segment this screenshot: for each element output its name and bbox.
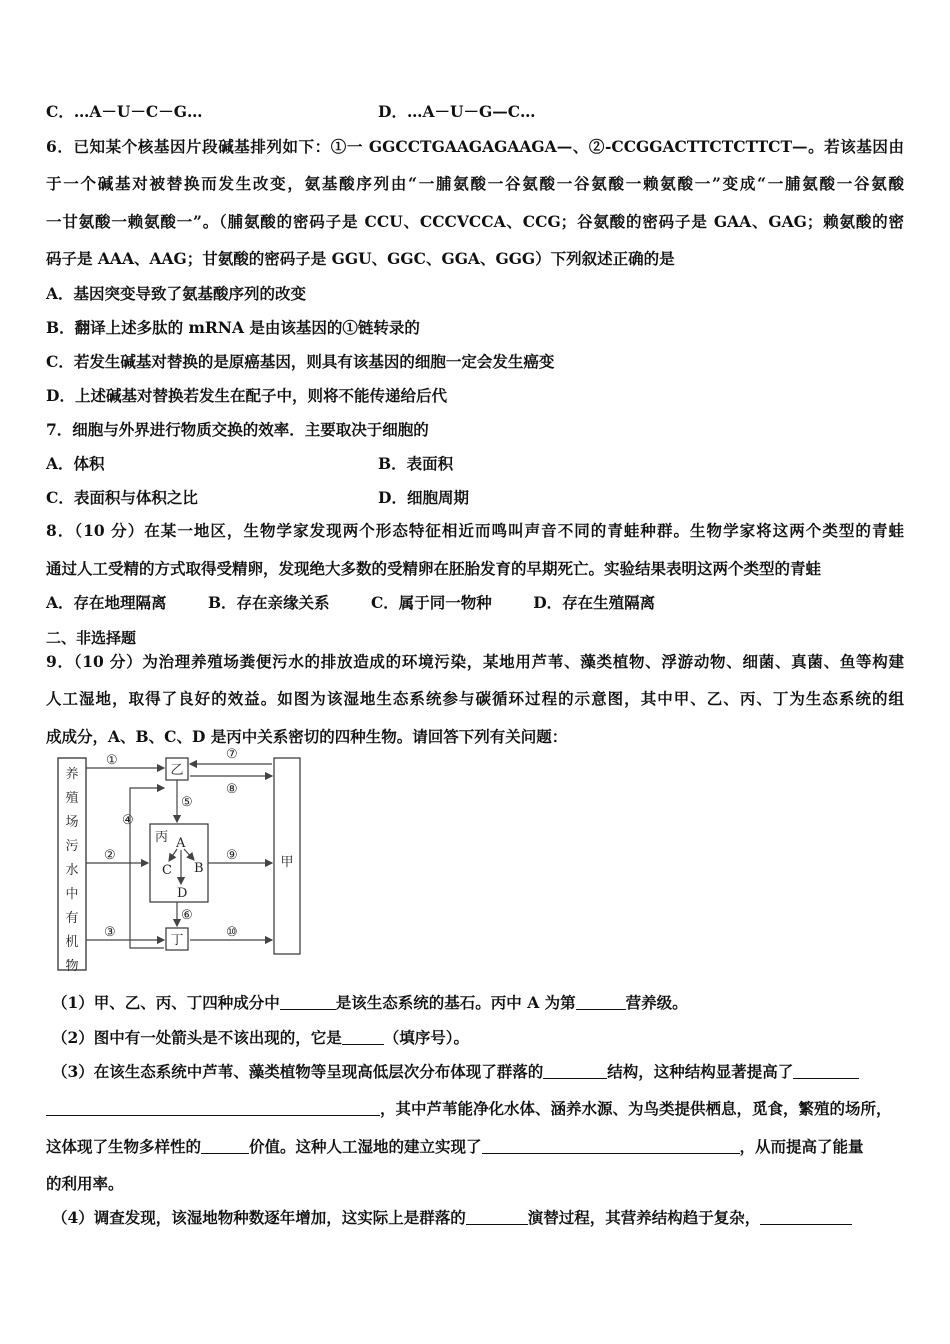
q8-stem-line-2: 通过人工受精的方式取得受精卵，发现绝大多数的受精卵在胚胎发育的早期死亡。实验结果表明这两个类型的青蛙: [46, 559, 822, 578]
q6-stem-line-2: 于一个碱基对被替换而发生改变，氨基酸序列由“一脯氨酸一谷氨酸一谷氨酸一赖氨酸一”变成“一脯氨酸一谷氨酸: [46, 174, 904, 193]
arrow-a-b: [184, 849, 194, 860]
source-label-char: 场: [65, 815, 79, 830]
arrow-label-6: ⑥: [181, 908, 193, 923]
answer-blank[interactable]: [482, 1137, 740, 1154]
q9-sub2: [52, 1028, 469, 1048]
q9-sub1-text-c: 营养级。: [625, 993, 688, 1012]
q7-stem: 7．细胞与外界进行物质交换的效率．主要取决于细胞的: [46, 420, 429, 439]
source-label-char: 中: [65, 887, 79, 902]
q8-options: [46, 593, 691, 613]
q5-option-row: [46, 102, 536, 122]
q7-option-row-1: [46, 454, 454, 474]
carbon-cycle-diagram: [54, 738, 314, 974]
q7-option-c: C．表面积与体积之比: [46, 488, 198, 507]
q7-option-row-2: [46, 488, 469, 508]
q6-option-d: D．上述碱基对替换若发生在配子中，则将不能传递给后代: [46, 386, 447, 405]
source-label-char: 养: [65, 767, 79, 782]
q9-sub1: [52, 993, 688, 1013]
q9-sub4-text-a: （4）调查发现，该湿地物种数逐年增加，这实际上是群落的: [52, 1208, 466, 1227]
q9-sub2-text-b: （填序号）。: [383, 1028, 470, 1047]
answer-blank[interactable]: [576, 993, 626, 1010]
answer-blank[interactable]: [793, 1062, 859, 1079]
q9-sub3-text-e: 价值。这种人工湿地的建立实现了: [249, 1137, 482, 1156]
q9-sub3-text-a: （3）在该生态系统中芦苇、藻类植物等呈现高低层次分布体现了群落的: [52, 1062, 544, 1081]
q8-option-c: C．属于同一物种: [370, 593, 492, 612]
answer-blank[interactable]: [342, 1028, 384, 1045]
q9-sub3-line-4: 的利用率。: [46, 1174, 124, 1193]
q9-sub3-text-f: ，从而提高了能量: [739, 1137, 864, 1156]
answer-blank[interactable]: [280, 993, 336, 1010]
q5-option-d: D．…A－U－G—C…: [378, 102, 536, 121]
q9-stem-line-3: 成成分，A、B、C、D 是丙中关系密切的四种生物。请回答下列有关问题：: [46, 727, 568, 746]
q9-stem-line-2: 人工湿地，取得了良好的效益。如图为该湿地生态系统参与碳循环过程的示意图，其中甲、乙、丙、丁为生态系统的组: [46, 689, 904, 708]
q5-option-c: C．…A－U－C－G…: [46, 102, 203, 121]
answer-blank[interactable]: [46, 1099, 380, 1116]
q9-sub3-text-b: 结构，这种结构显著提高了: [607, 1062, 794, 1081]
answer-blank[interactable]: [466, 1208, 528, 1225]
answer-blank[interactable]: [760, 1208, 852, 1225]
q9-sub3-line-1: [52, 1062, 859, 1082]
q8-stem-line-1: 8．（10 分）在某一地区，生物学家发现两个形态特征相近而鸣叫声音不同的青蛙种群。生物学家将这两个类型的青蛙: [46, 521, 904, 540]
q6-option-a: A．基因突变导致了氨基酸序列的改变: [46, 284, 307, 303]
q9-sub3-line-3: [46, 1137, 864, 1157]
q6-stem-line-3: 一甘氨酸一赖氨酸一”。（脯氨酸的密码子是 CCU、CCCVCCA、CCG；谷氨酸的密码子是 GAA、GAG；赖氨酸的密: [46, 212, 904, 231]
arrow-label-2: ②: [104, 848, 116, 863]
q9-sub3-text-d: 这体现了生物多样性的: [46, 1137, 202, 1156]
q8-option-b: B．存在亲缘关系: [207, 593, 330, 612]
arrow-4: [130, 788, 164, 948]
arrow-label-5: ⑤: [181, 795, 193, 810]
answer-blank[interactable]: [543, 1062, 607, 1079]
q7-option-b: B．表面积: [378, 454, 454, 473]
organism-d: D: [177, 886, 188, 901]
q9-stem-line-1: 9．（10 分）为治理养殖场粪便污水的排放造成的环境污染，某地用芦苇、藻类植物、浮游动物、细菌、真菌、鱼等构建: [46, 652, 904, 671]
source-label-char: 污: [65, 839, 79, 854]
bing-label: 丙: [155, 830, 169, 845]
arrow-label-8: ⑧: [226, 782, 238, 797]
source-label-char: 机: [65, 935, 79, 950]
source-label: [65, 767, 78, 974]
source-label-char: 有: [65, 911, 79, 926]
q9-sub4-text-b: 演替过程，其营养结构趋于复杂，: [527, 1208, 761, 1227]
q7-option-d: D．细胞周期: [378, 488, 469, 507]
arrow-label-7: ⑦: [226, 747, 238, 762]
q9-sub1-text-a: （1）甲、乙、丙、丁四种成分中: [52, 993, 280, 1012]
q7-option-a: A．体积: [46, 454, 105, 473]
source-label-char: 物: [65, 959, 79, 974]
q6-option-b: B．翻译上述多肽的 mRNA 是由该基因的①链转录的: [46, 318, 420, 337]
q9-sub4: [52, 1208, 852, 1228]
section-heading: 二、非选择题: [46, 629, 137, 647]
q6-option-c: C．若发生碱基对替换的是原癌基因，则具有该基因的细胞一定会发生癌变: [46, 352, 555, 371]
source-label-char: 殖: [65, 791, 79, 806]
arrow-label-9: ⑨: [226, 848, 238, 863]
q8-option-a: A．存在地理隔离: [46, 593, 167, 612]
organism-c: C: [162, 863, 172, 878]
q9-sub3-text-c: ，其中芦苇能净化水体、涵养水源、为鸟类提供栖息，觅食，繁殖的场所，: [380, 1099, 892, 1118]
jia-label: 甲: [280, 855, 294, 870]
q9-sub1-text-b: 是该生态系统的基石。丙中 A 为第: [335, 993, 576, 1012]
source-label-char: 水: [65, 863, 79, 878]
q6-stem-line-4: 码子是 AAA、AAG；甘氨酸的密码子是 GGU、GGC、GGA、GGG）下列叙述正确的是: [46, 249, 675, 268]
q9-sub2-text-a: （2）图中有一处箭头是不该出现的，它是: [52, 1028, 342, 1047]
arrow-a-c: [169, 849, 177, 861]
yi-label: 乙: [170, 763, 184, 778]
ding-label: 丁: [170, 933, 184, 948]
organism-b: B: [194, 861, 204, 876]
q8-option-d: D．存在生殖隔离: [533, 593, 656, 612]
arrow-label-1: ①: [106, 753, 118, 768]
organism-a: A: [176, 836, 186, 851]
q6-stem-line-1: 6．已知某个核基因片段碱基排列如下：①一 GGCCTGAAGAGAAGA—、②-CCGGACTTCTCTTCT—。若该基因由: [46, 137, 904, 156]
q9-sub3-line-2: [46, 1099, 892, 1119]
answer-blank[interactable]: [201, 1137, 249, 1154]
arrow-label-10: ⑩: [226, 925, 238, 940]
arrow-label-4: ④: [122, 813, 134, 828]
arrow-label-3: ③: [104, 925, 116, 940]
